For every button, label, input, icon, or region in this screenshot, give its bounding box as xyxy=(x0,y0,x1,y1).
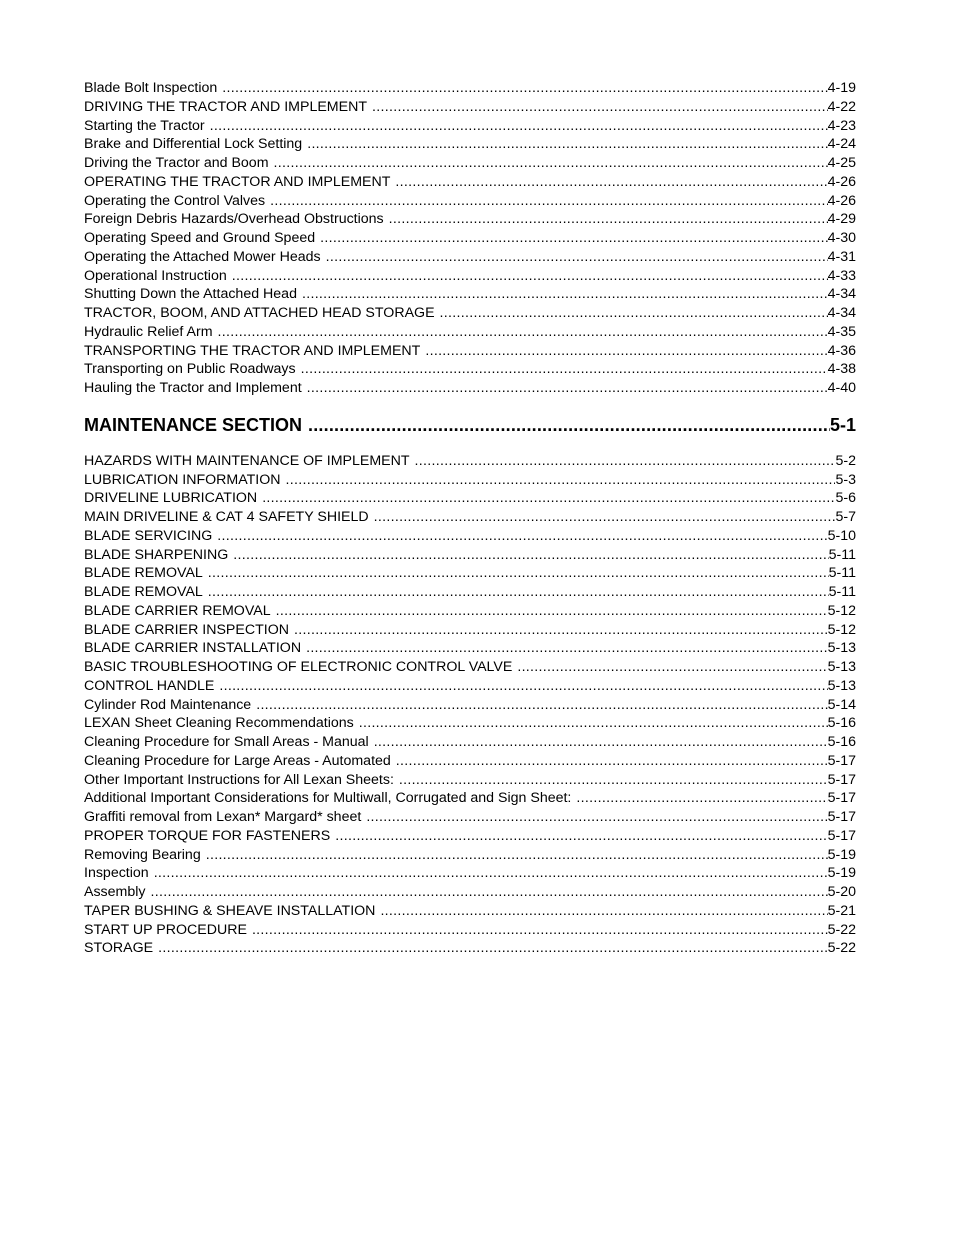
dot-leader xyxy=(396,752,828,771)
toc-entry-page: 5-19 xyxy=(827,865,856,882)
dot-leader xyxy=(380,902,827,921)
toc-entry[interactable] xyxy=(84,639,856,658)
toc-entry[interactable] xyxy=(84,658,856,677)
toc-entry-title: Brake and Differential Lock Setting xyxy=(84,136,303,153)
toc-entry[interactable] xyxy=(84,752,856,771)
dot-leader xyxy=(517,658,827,677)
toc-entry[interactable] xyxy=(84,902,856,921)
toc-entry[interactable] xyxy=(84,846,856,865)
toc-entry-page: 4-34 xyxy=(827,305,856,321)
toc-entry-page: 4-26 xyxy=(827,173,856,190)
toc-entry-page: 4-19 xyxy=(827,80,856,96)
toc-entry[interactable] xyxy=(84,471,856,490)
toc-entry-page: 5-17 xyxy=(827,809,856,825)
toc-entry-title: Cylinder Rod Maintenance xyxy=(84,696,252,713)
toc-entry-page: 5-13 xyxy=(827,659,856,675)
toc-entry-title: Inspection xyxy=(84,865,149,882)
toc-entry[interactable] xyxy=(84,248,856,267)
toc-entry[interactable] xyxy=(84,621,856,640)
toc-entry-page: 4-26 xyxy=(827,192,856,209)
toc-entry[interactable] xyxy=(84,135,856,154)
toc-entry-title: BASIC TROUBLESHOOTING OF ELECTRONIC CONTROL VALVE xyxy=(84,659,513,675)
toc-entry-title: CONTROL HANDLE xyxy=(84,677,215,694)
toc-entry-page: 5-13 xyxy=(827,677,856,694)
section-page: 5-1 xyxy=(829,414,856,435)
toc-entry-page: 4-38 xyxy=(827,361,856,378)
toc-entry-page: 5-17 xyxy=(827,752,856,769)
toc-entry-title: TRACTOR, BOOM, AND ATTACHED HEAD STORAGE xyxy=(84,305,435,321)
toc-entry-title: Assembly xyxy=(84,884,146,900)
toc-entry-title: Hauling the Tractor and Implement xyxy=(84,380,302,396)
toc-entry-title: DRIVELINE LUBRICATION xyxy=(84,490,258,507)
toc-entry-page: 5-3 xyxy=(835,471,856,488)
toc-entry-title: Blade Bolt Inspection xyxy=(84,80,218,96)
toc-entry[interactable] xyxy=(84,267,856,286)
section-title: MAINTENANCE SECTION xyxy=(84,414,303,435)
dot-leader xyxy=(308,413,830,437)
toc-entry[interactable] xyxy=(84,285,856,304)
toc-entry[interactable] xyxy=(84,154,856,173)
toc-entry-page: 5-20 xyxy=(827,884,856,900)
toc-entry-page: 5-2 xyxy=(835,452,856,469)
toc-entry-title: BLADE CARRIER INSTALLATION xyxy=(84,640,302,657)
dot-leader xyxy=(256,696,827,715)
toc-entry[interactable] xyxy=(84,342,856,361)
toc-group-maintenance xyxy=(84,452,856,958)
toc-entry-page: 5-22 xyxy=(827,940,856,957)
toc-entry[interactable] xyxy=(84,527,856,546)
toc-entry[interactable] xyxy=(84,98,856,117)
toc-entry-title: Cleaning Procedure for Small Areas - Manual xyxy=(84,734,369,750)
toc-entry-title: BLADE CARRIER INSPECTION xyxy=(84,621,289,638)
table-of-contents xyxy=(84,79,856,958)
toc-entry-page: 5-16 xyxy=(827,734,856,750)
toc-entry[interactable] xyxy=(84,229,856,248)
toc-entry[interactable] xyxy=(84,714,856,733)
toc-entry[interactable] xyxy=(84,939,856,958)
dot-leader xyxy=(208,583,829,602)
toc-entry[interactable] xyxy=(84,864,856,883)
toc-entry-title: LUBRICATION INFORMATION xyxy=(84,471,281,488)
toc-entry-page: 5-21 xyxy=(827,902,856,919)
toc-entry-title: LEXAN Sheet Cleaning Recommendations xyxy=(84,715,354,732)
toc-entry-title: Shutting Down the Attached Head xyxy=(84,286,297,303)
dot-leader xyxy=(232,267,828,286)
toc-entry-title: TRANSPORTING THE TRACTOR AND IMPLEMENT xyxy=(84,342,421,359)
toc-entry-page: 5-16 xyxy=(827,715,856,732)
dot-leader xyxy=(302,285,828,304)
toc-entry-title: Transporting on Public Roadways xyxy=(84,361,296,378)
toc-entry[interactable] xyxy=(84,808,856,827)
dot-leader xyxy=(206,846,828,865)
toc-entry-page: 4-40 xyxy=(827,380,856,396)
toc-entry-page: 5-17 xyxy=(827,771,856,788)
dot-leader xyxy=(154,864,828,883)
toc-entry[interactable] xyxy=(84,379,856,398)
toc-entry-page: 4-31 xyxy=(827,248,856,265)
toc-entry[interactable] xyxy=(84,323,856,342)
dot-leader xyxy=(389,210,828,229)
dot-leader xyxy=(372,98,828,117)
toc-entry-title: Operating Speed and Ground Speed xyxy=(84,230,316,246)
toc-entry[interactable] xyxy=(84,173,856,192)
dot-leader xyxy=(399,771,828,790)
dot-leader xyxy=(218,323,828,342)
toc-entry-title: Removing Bearing xyxy=(84,846,201,863)
toc-entry[interactable] xyxy=(84,304,856,323)
toc-entry-page: 4-23 xyxy=(827,117,856,134)
toc-entry-page: 5-19 xyxy=(827,846,856,863)
toc-entry-page: 5-11 xyxy=(828,546,856,563)
section-heading-maintenance[interactable] xyxy=(84,413,856,437)
toc-entry-title: BLADE SHARPENING xyxy=(84,546,229,563)
toc-entry-title: BLADE CARRIER REMOVAL xyxy=(84,602,271,619)
toc-entry[interactable] xyxy=(84,489,856,508)
dot-leader xyxy=(440,304,828,323)
toc-entry[interactable] xyxy=(84,192,856,211)
dot-leader xyxy=(366,808,827,827)
toc-entry-title: Graffiti removal from Lexan* Margard* sheet xyxy=(84,809,362,825)
dot-leader xyxy=(335,827,827,846)
toc-entry-page: 4-22 xyxy=(827,98,856,115)
toc-entry-page: 5-12 xyxy=(827,602,856,619)
dot-leader xyxy=(576,789,827,808)
toc-entry-title: Foreign Debris Hazards/Overhead Obstructions xyxy=(84,211,384,228)
toc-entry[interactable] xyxy=(84,789,856,808)
toc-entry-page: 4-30 xyxy=(827,230,856,246)
toc-entry[interactable] xyxy=(84,827,856,846)
dot-leader xyxy=(359,714,828,733)
toc-entry-title: Hydraulic Relief Arm xyxy=(84,323,213,340)
toc-entry[interactable] xyxy=(84,921,856,940)
toc-entry-title: PROPER TORQUE FOR FASTENERS xyxy=(84,827,331,844)
toc-entry[interactable] xyxy=(84,117,856,136)
toc-entry[interactable] xyxy=(84,360,856,379)
toc-entry-page: 4-36 xyxy=(827,342,856,359)
toc-entry[interactable] xyxy=(84,696,856,715)
dot-leader xyxy=(252,921,828,940)
dot-leader xyxy=(320,229,827,248)
toc-entry-page: 4-33 xyxy=(827,267,856,284)
dot-leader xyxy=(270,192,827,211)
toc-entry-title: Other Important Instructions for All Lexan Sheets: xyxy=(84,771,394,788)
dot-leader xyxy=(415,452,836,471)
toc-entry-title: BLADE REMOVAL xyxy=(84,565,203,582)
toc-entry-page: 4-24 xyxy=(827,136,856,153)
toc-entry[interactable] xyxy=(84,564,856,583)
toc-entry-title: START UP PROCEDURE xyxy=(84,921,247,938)
toc-entry-title: DRIVING THE TRACTOR AND IMPLEMENT xyxy=(84,98,368,115)
dot-leader xyxy=(286,471,836,490)
toc-entry-title: OPERATING THE TRACTOR AND IMPLEMENT xyxy=(84,173,391,190)
toc-entry-title: HAZARDS WITH MAINTENANCE OF IMPLEMENT xyxy=(84,452,410,469)
dot-leader xyxy=(307,379,828,398)
toc-entry-title: TAPER BUSHING & SHEAVE INSTALLATION xyxy=(84,902,376,919)
dot-leader xyxy=(395,173,827,192)
toc-group-operation xyxy=(84,79,856,398)
toc-entry-title: Cleaning Procedure for Large Areas - Automated xyxy=(84,752,391,769)
toc-entry[interactable] xyxy=(84,583,856,602)
dot-leader xyxy=(208,564,829,583)
toc-entry[interactable] xyxy=(84,508,856,527)
dot-leader xyxy=(294,621,828,640)
toc-entry[interactable] xyxy=(84,210,856,229)
toc-entry-page: 4-35 xyxy=(827,323,856,340)
toc-entry-page: 5-17 xyxy=(827,790,856,807)
dot-leader xyxy=(374,508,836,527)
toc-entry-title: Driving the Tractor and Boom xyxy=(84,155,269,171)
toc-entry-title: Operating the Attached Mower Heads xyxy=(84,248,321,265)
toc-entry-title: Additional Important Considerations for Multiwall, Corrugated and Sign Sheet: xyxy=(84,790,572,807)
toc-entry[interactable] xyxy=(84,79,856,98)
toc-entry-page: 5-11 xyxy=(828,565,856,582)
dot-leader xyxy=(217,527,827,546)
dot-leader xyxy=(306,639,828,658)
dot-leader xyxy=(374,733,828,752)
toc-entry[interactable] xyxy=(84,452,856,471)
toc-entry[interactable] xyxy=(84,602,856,621)
dot-leader xyxy=(301,360,828,379)
toc-entry-title: Operating the Control Valves xyxy=(84,192,266,209)
toc-entry-title: STORAGE xyxy=(84,940,154,957)
toc-entry[interactable] xyxy=(84,546,856,565)
toc-entry-page: 4-34 xyxy=(827,286,856,303)
dot-leader xyxy=(276,602,828,621)
toc-entry-title: BLADE REMOVAL xyxy=(84,584,203,600)
toc-entry[interactable] xyxy=(84,677,856,696)
dot-leader xyxy=(307,135,827,154)
toc-entry-page: 5-14 xyxy=(827,696,856,713)
toc-entry-page: 4-29 xyxy=(827,211,856,228)
toc-entry[interactable] xyxy=(84,883,856,902)
dot-leader xyxy=(274,154,828,173)
toc-entry-page: 5-10 xyxy=(827,527,856,544)
dot-leader xyxy=(210,117,828,136)
toc-entry[interactable] xyxy=(84,733,856,752)
toc-entry-page: 5-17 xyxy=(827,827,856,844)
toc-entry-page: 5-7 xyxy=(835,509,856,525)
toc-entry-title: MAIN DRIVELINE & CAT 4 SAFETY SHIELD xyxy=(84,509,369,525)
dot-leader xyxy=(233,546,828,565)
toc-entry-page: 5-11 xyxy=(828,584,856,600)
toc-entry-page: 5-12 xyxy=(827,621,856,638)
dot-leader xyxy=(262,489,835,508)
dot-leader xyxy=(222,79,827,98)
toc-entry[interactable] xyxy=(84,771,856,790)
dot-leader xyxy=(219,677,827,696)
toc-entry-title: BLADE SERVICING xyxy=(84,527,213,544)
dot-leader xyxy=(326,248,828,267)
toc-entry-page: 5-13 xyxy=(827,640,856,657)
toc-entry-title: Operational Instruction xyxy=(84,267,227,284)
dot-leader xyxy=(151,883,828,902)
dot-leader xyxy=(425,342,827,361)
dot-leader xyxy=(158,939,827,958)
toc-entry-title: Starting the Tractor xyxy=(84,117,205,134)
toc-entry-page: 5-22 xyxy=(827,921,856,938)
toc-entry-page: 4-25 xyxy=(827,155,856,171)
toc-entry-page: 5-6 xyxy=(835,490,856,507)
